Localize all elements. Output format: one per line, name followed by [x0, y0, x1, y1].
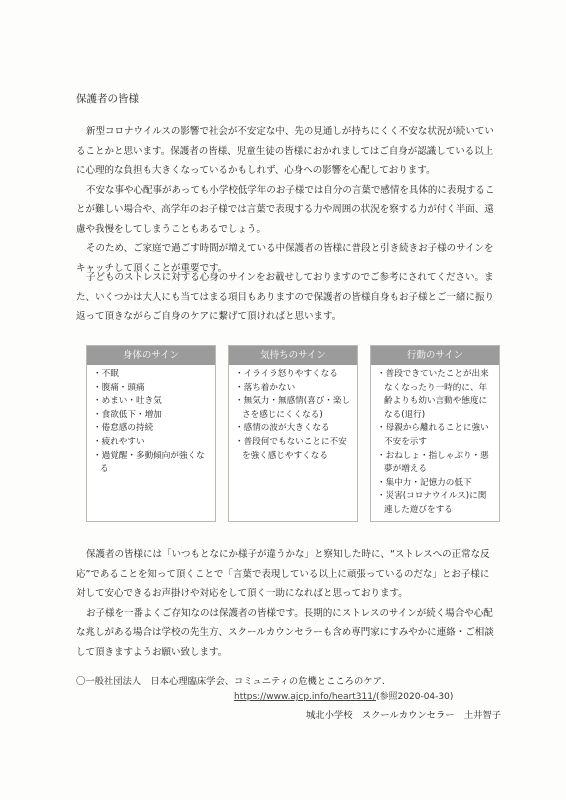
sign-item: ・イライラ怒りやすくなる [235, 369, 338, 379]
source-citation: 〇一般社団法人 日本心理臨床学会、コミュニティの危機とこころのケア. [76, 676, 385, 687]
sign-item: ・母親から離れることに強い不安を示す [377, 423, 489, 447]
signature: 城北小学校 スクールカウンセラー 土井智子 [306, 710, 502, 721]
intro-paragraph: 新型コロナウイルスの影響で社会が不安定な中、先の見通しが持ちにくく不安な状況が続いていることかと思います。保護者の皆様、児童生徒の皆様におかれましてはご自身が認識している以上に心理的な負担も大きくなっているかもしれず、心身への影響を心配しております。 [76, 126, 494, 176]
sign-item: ・普段何でもないことに不安を強く感じやすくなる [235, 436, 347, 461]
box-title: 身体のサイン [87, 346, 215, 365]
sign-item: ・無気力・無感情(喜び・楽しさを感じにくくなる) [235, 396, 351, 420]
reference-date: (参照2020-04-30) [376, 692, 454, 702]
signs-intro-paragraph: 子どものストレスに対する心身のサインをお載せしておりますのでご参考にされてください。また、いくつかは大人にも当てはまる項目もありますので保護者の皆様自身もお子様とご一緒に振り返って頂きながらご自身のケアに繋げて頂ければと思います。 [76, 272, 495, 322]
reference-line [234, 689, 453, 702]
sign-item: ・疲れやすい [93, 436, 145, 447]
sign-item: ・普段できていたことが出来なくなったり一時的に、年齢よりも幼い言動や態度になる(退行) [377, 369, 489, 420]
sign-item: ・めまい・吐き気 [93, 396, 162, 407]
sign-item: ・災害(コロナウイルス)に関連した遊びをする [377, 491, 487, 515]
sign-item: ・落ち着かない [235, 382, 296, 393]
sign-item: ・腹痛・頭痛 [93, 382, 145, 393]
intro-paragraph: 不安な事や心配事があっても小学校低学年のお子様では自分の言葉で感情を具体的に表現することが難しい場合や、高学年のお子様では言葉で表現する力や周囲の状況を察する力が付く半面、遠慮や我慢をしてしまうこともあるでしょう。 [76, 184, 495, 235]
intro-paragraph: そのため、ご家庭で過ごす時間が増えている中保護者の皆様に普段と引き続きお子様のサインをキャッチして頂くことが重要です。 [76, 243, 494, 274]
sign-item: ・食欲低下・増加 [93, 409, 162, 420]
box-title: 気持ちのサイン [229, 346, 357, 365]
feeling-signs-box [228, 345, 358, 522]
sign-item: ・過覚醒・多動傾向が強くなる [93, 450, 205, 475]
signs-intro-paragraphs [76, 268, 496, 327]
body-signs-box [86, 345, 216, 522]
intro-paragraphs [76, 122, 496, 278]
sign-item: ・おねしょ・指しゃぶり・悪夢が増える [377, 450, 489, 475]
closing-paragraphs [76, 545, 496, 662]
sign-item: ・不眠 [93, 369, 119, 379]
behavior-signs-box [370, 345, 500, 522]
sign-item: ・倦怠感の持続 [93, 423, 154, 434]
closing-paragraph: お子様を一番よくご存知なのは保護者の皆様です。長期的にストレスのサインが続く場合や心配な兆しがある場合は学校の先生方、スクールカウンセラーも含め専門家にすみやかに連絡・ご相談して頂きますようお願い致します。 [76, 607, 494, 658]
box-title: 行動のサイン [371, 346, 499, 365]
closing-paragraph: 保護者の皆様には「いつもとなにか様子が違うかな」と察知した時に、“ストレスへの正常な反応”であることを知って頂くことで「言葉で表現している以上に頑張っているのだな」とお子様に対して安心できるお声掛けや対応をして頂く一助になればと思っております。 [76, 549, 490, 599]
greeting: 保護者の皆様 [76, 93, 139, 105]
sign-item: ・感情の波が大きくなる [235, 423, 330, 434]
sign-item: ・集中力・記憶力の低下 [377, 477, 472, 488]
reference-link[interactable]: https://www.ajcp.info/heart311/ [234, 692, 377, 702]
